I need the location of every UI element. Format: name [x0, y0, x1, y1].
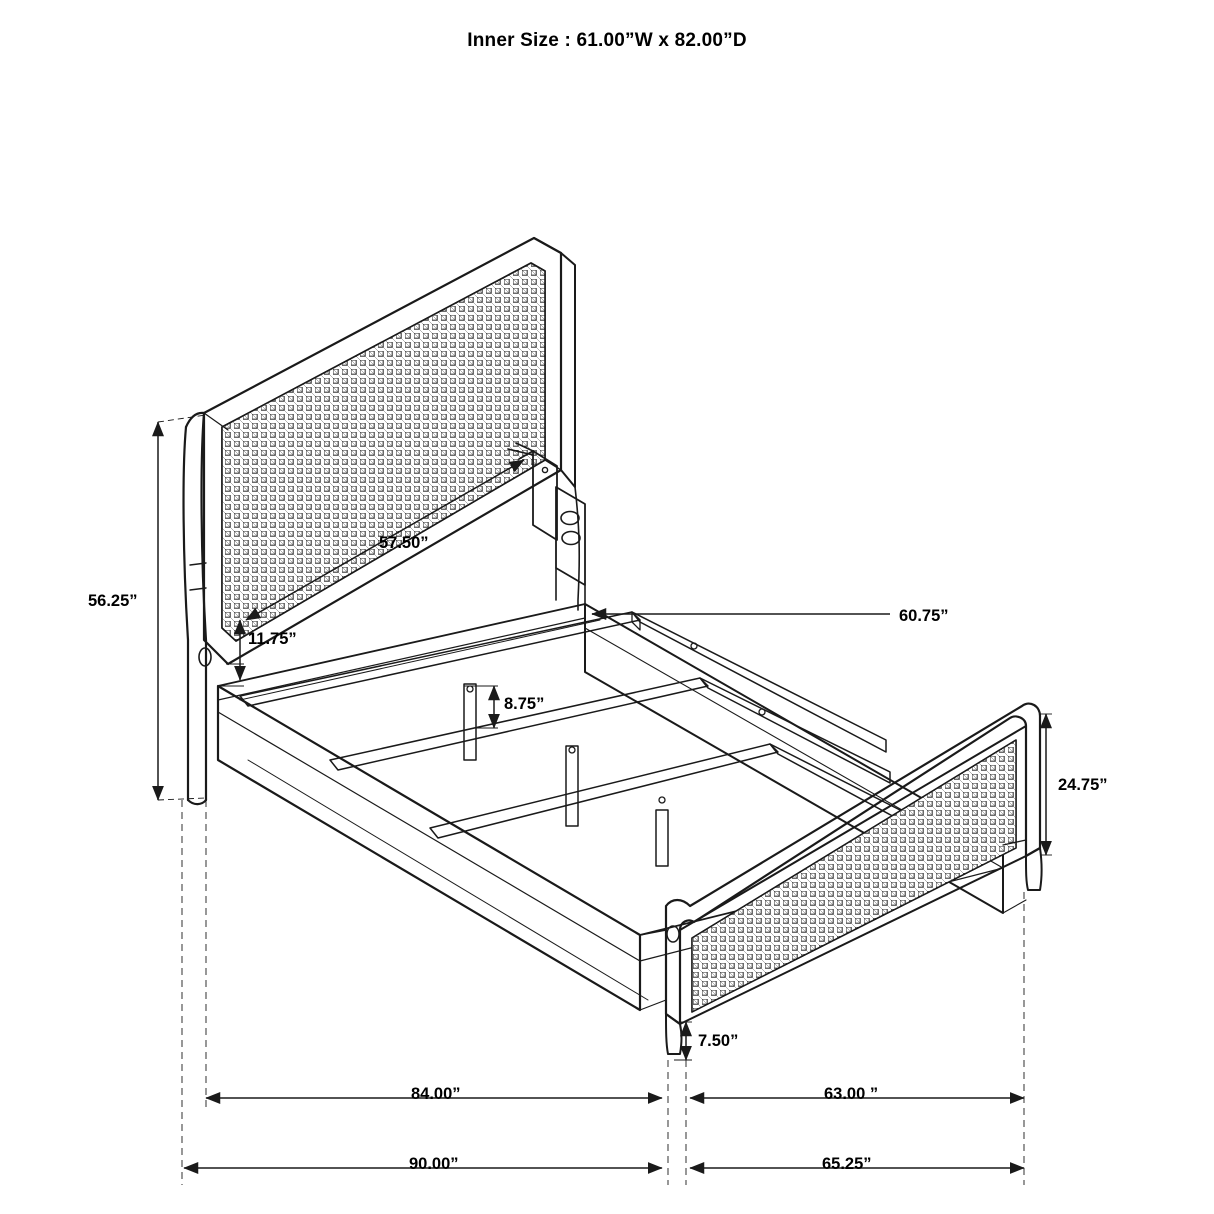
dimension-label-headboard-panel-width: 57.50” [379, 534, 429, 552]
dimension-label-inner-rail-width: 60.75” [899, 607, 949, 625]
dimension-label-footboard-depth: 63.00 ” [824, 1085, 879, 1103]
dimension-label-footboard-leg-height: 7.50” [698, 1032, 739, 1050]
dimension-label-side-rail-length: 84.00” [411, 1085, 461, 1103]
dimension-label-footboard-height: 24.75” [1058, 776, 1108, 794]
dimension-label-overall-length: 90.00” [409, 1155, 459, 1173]
page-title: Inner Size : 61.00”W x 82.00”D [467, 30, 747, 51]
dimension-label-slat-leg-height: 8.75” [504, 695, 545, 713]
dimension-label-headboard-lower-gap: 11.75” [248, 630, 297, 648]
dimension-label-headboard-height: 56.25” [88, 592, 138, 610]
dimension-label-overall-width: 65.25” [822, 1155, 872, 1173]
